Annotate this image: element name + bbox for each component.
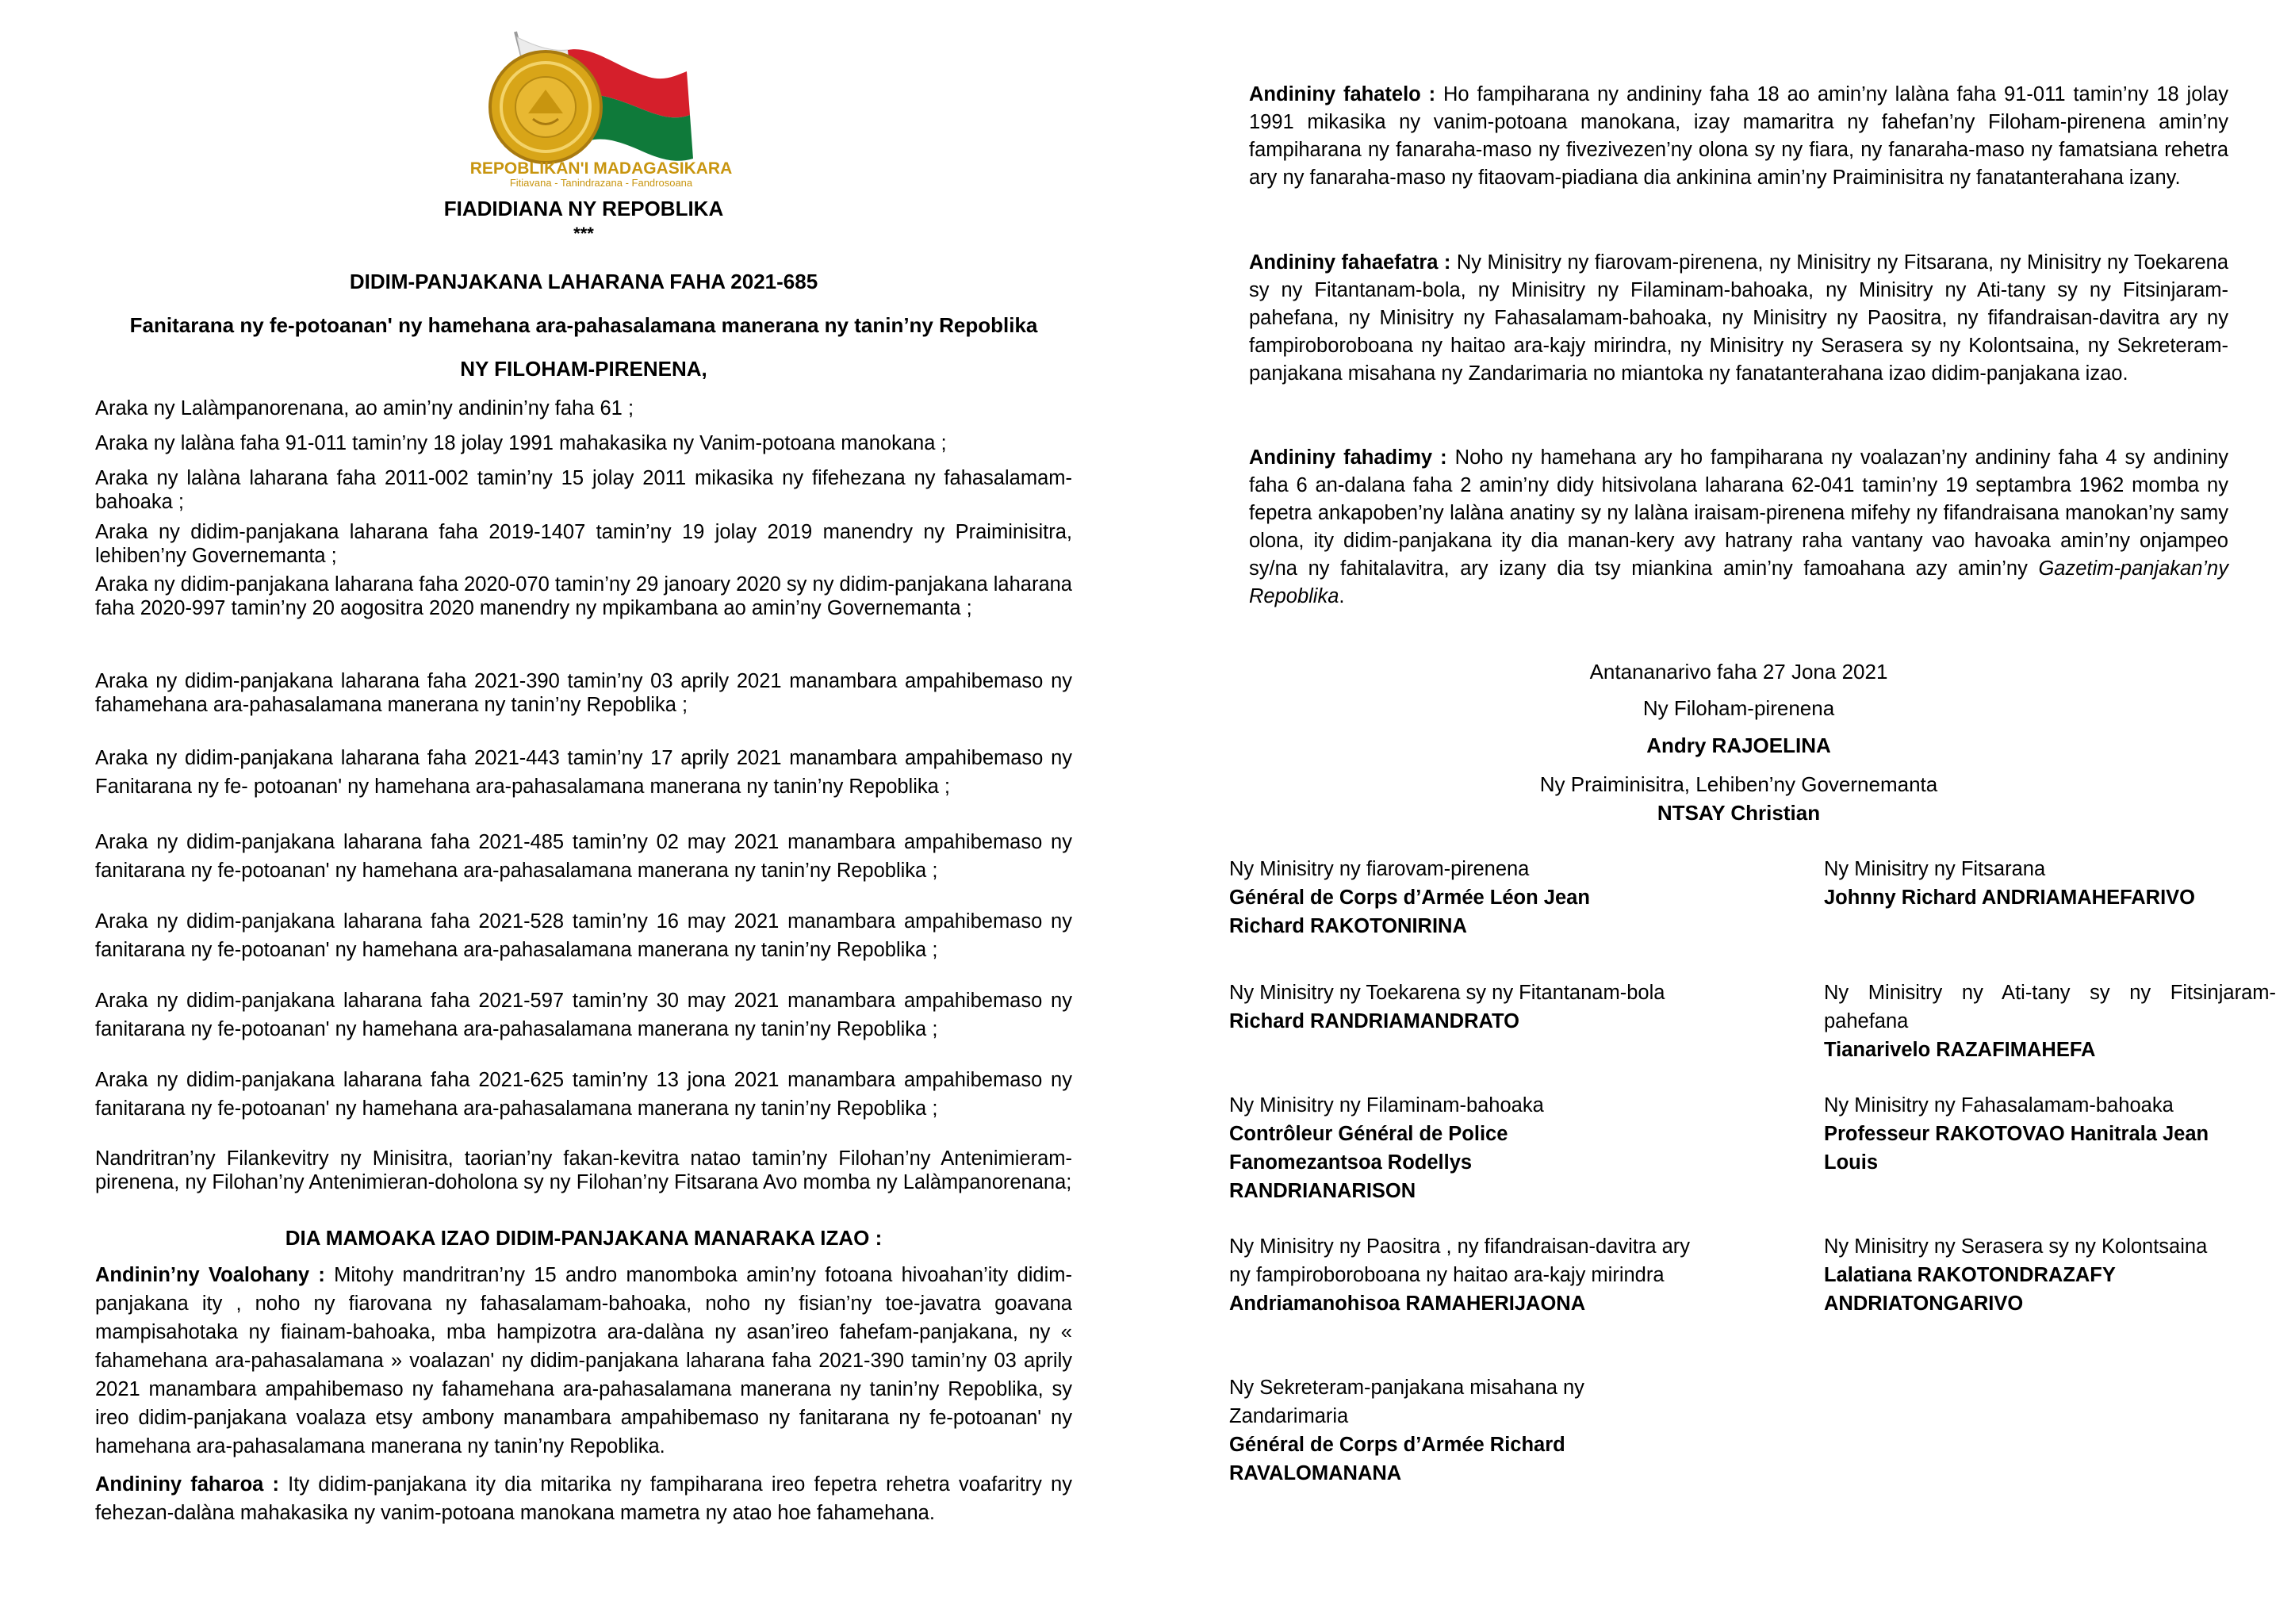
republic-logo — [450, 28, 752, 190]
secretary-gendarmerie: Ny Sekreteram-panjakana misahana ny Zandarimaria Général de Corps d’Armée Richard RAVALOMANANA — [1229, 1377, 1584, 1484]
pm-title: Ny Praiminisitra, Lehiben’ny Governemanta — [1539, 772, 1938, 796]
minister-post: Ny Minisitry ny Paositra , ny fifandraisan-davitra ary ny fampiroboroboana ny haitao ara-kajy mirindra Andriamanohisoa RAMAHERIJAONA — [1229, 1235, 1691, 1315]
visa-1: Araka ny Lalàmpanorenana, ao amin’ny andinin’ny faha 61 ; — [95, 397, 634, 419]
article-3 — [1249, 81, 2228, 192]
article-2 — [95, 1470, 1072, 1527]
article-5-gazette: Gazetim-panjakan’ny Repoblika — [1249, 557, 2228, 607]
article-2-text: Ity didim-panjakana ity dia mitarika ny fampiharana ireo fepetra rehetra voafaritry ny fehezan-dalàna mahakasika ny vanim-potoana manokana mametra ny atao hoe fahamehana. — [95, 1473, 1072, 1524]
visa-9: Araka ny didim-panjakana laharana faha 2021-528 tamin’ny 16 may 2021 manambara ampahibemaso ny fanitarana ny fe-potoanan' ny hamehana ara-pahasalamana manerana ny tanin’ny Repoblika ; — [95, 910, 1072, 961]
article-4 — [1249, 249, 2228, 388]
article-1-label: Andinin’ny Voalohany : — [95, 1264, 325, 1286]
visa-2: Araka ny lalàna faha 91-011 tamin’ny 18 jolay 1991 mahakasika ny Vanim-potoana manokana ; — [95, 432, 947, 454]
visa-11: Araka ny didim-panjakana laharana faha 2021-625 tamin’ny 13 jona 2021 manambara ampahibemaso ny fanitarana ny fe-potoanan' ny hamehana ara-pahasalamana manerana ny tanin’ny Repoblika ; — [95, 1069, 1072, 1120]
visa-10: Araka ny didim-panjakana laharana faha 2021-597 tamin’ny 30 may 2021 manambara ampahibemaso ny fanitarana ny fe-potoanan' ny hamehana ara-pahasalamana manerana ny tanin’ny Repoblika ; — [95, 990, 1072, 1040]
pm-name: NTSAY Christian — [1657, 801, 1821, 825]
article-5 — [1249, 444, 2228, 611]
president-title: Ny Filoham-pirenena — [1642, 696, 1835, 720]
article-5-label: Andininy fahadimy : — [1249, 446, 1447, 469]
presidency-title: FIADIDIANA NY REPOBLIKA — [443, 197, 724, 220]
article-3-text: Ho fampiharana ny andininy faha 18 ao amin’ny lalàna faha 91-011 tamin’ny 18 jolay 1991 mikasika ny vanim-potoana manokana, izay mamaritra ny fahefan’ny Filoham-pirenena amin’ny fampiharana ny fanaraha-maso ny fivezivezen’ny olona sy ny fiara, ny fanaraha-maso ny famatsiana rehetra ary ny fanaraha-maso ny fitaovam-piadiana dia ankinina amin’ny Praiminisitra ny fanatanterahana izany. — [1249, 83, 2228, 189]
left-page — [95, 0, 1072, 1624]
minister-defense: Ny Minisitry ny fiarovam-pirenena Général de Corps d’Armée Léon Jean Richard RAKOTONIRINA — [1229, 858, 1590, 937]
article-1-text: Mitohy mandritran’ny 15 andro manomboka amin’ny fotoana hivoahan’ity didim-panjakana ity , noho ny fiarovana ny fahasalamam-bahoaka, noho ny fisian’ny toe-javatra goavana mampisahotaka ny fiainam-bahoaka, mba hampizotra ara-dalàna ny asan’ireo fahefam-panjakana, ny « fahamehana ara-pahasalamana » voalazan' ny didim-panjakana laharana faha 2021-390 tamin’ny 03 aprily 2021 manambara ampahibemaso ny fahamehana ara-pahasalamana manerana ny tanin’ny Repoblika, sy ireo didim-panjakana voalaza etsy ambony manambara ampahibemaso ny fanitarana ny fe-potoanan' ny hamehana ara-pahasalamana manerana ny tanin’ny Repoblika. — [95, 1264, 1072, 1457]
stars-separator: *** — [573, 224, 594, 243]
visa-5: Araka ny didim-panjakana laharana faha 2020-070 tamin’ny 29 janoary 2020 sy ny didim-panjakana laharana faha 2020-997 tamin’ny 20 aogositra 2020 manendry ny mpikambana ao amin’ny Governemanta ; — [95, 573, 1072, 619]
article-4-text: Ny Minisitry ny fiarovam-pirenena, ny Minisitry ny Fitsarana, ny Minisitry ny Toekarena sy ny Fitantanam-bola, ny Minisitry ny Filaminam-bahoaka, ny Minisitry ny Ati-tany sy ny Fitsinjaram-pahefana, ny Minisitry ny Fahasalamam-bahoaka, ny Minisitry ny Paositra, ny fifandraisan-davitra ary ny fampiroboroboana ny haitao ara-kajy mirindra, ny Minisitry ny Serasera sy ny Kolontsaina, ny Sekreteram-panjakana misahana ny Zandarimaria no miantoka ny fanatanterahana izao didim-panjakana izao. — [1249, 251, 2229, 385]
article-1 — [95, 1261, 1072, 1461]
article-3-label: Andininy fahatelo : — [1249, 83, 1436, 105]
president-name: Andry RAJOELINA — [1646, 733, 1831, 757]
article-5-text: Noho ny hamehana ary ho fampiharana ny voalazan’ny andininy faha 4 sy andininy faha 6 an-dalana faha 2 amin’ny didy hitsivolana laharana 62-041 tamin’ny 19 septambra 1962 momba ny fepetra ankapoben’ny lalàna anatiny sy ny lalàna iraisam-pirenena mifehy ny fifandraisana manokan’ny samy olona, ity didim-panjakana ity dia manan-kery avy hatrany raha vantany vao havoaka amin’ny onjampeo sy/na ny fahitalavitra, ary izany dia tsy miankina amin’ny famoahana azy amin’ny — [1249, 446, 2229, 580]
minister-communication: Ny Minisitry ny Serasera sy ny Kolontsaina Lalatiana RAKOTONDRAZAFY ANDRIATONGARIVO — [1824, 1235, 2208, 1315]
minister-health: Ny Minisitry ny Fahasalamam-bahoaka Professeur RAKOTOVAO Hanitrala Jean Louis — [1824, 1094, 2209, 1174]
minister-security: Ny Minisitry ny Filaminam-bahoaka Contrôleur Général de Police Fanomezantsoa Rodellys RANDRIANARISON — [1229, 1094, 1544, 1202]
minister-justice: Ny Minisitry ny Fitsarana Johnny Richard ANDRIAMAHEFARIVO — [1824, 858, 2196, 909]
visa-12: Nandritran’ny Filankevitry ny Minisitra, taorian’ny fakan-kevitra natao tamin’ny Filohan’ny Antenimieram-pirenena, ny Filohan’ny Antenimieran-doholona sy ny Filohan’ny Fitsarana Avo momba ny Lalàmpanorenana; — [95, 1147, 1072, 1193]
right-page — [1229, 0, 2276, 1624]
visa-7: Araka ny didim-panjakana laharana faha 2021-443 tamin’ny 17 aprily 2021 manambara ampahibemaso ny Fanitarana ny fe- potoanan' ny hamehana ara-pahasalamana manerana ny tanin’ny Repoblika ; — [95, 747, 1072, 798]
visa-6: Araka ny didim-panjakana laharana faha 2021-390 tamin’ny 03 aprily 2021 manambara ampahibemaso ny fahamehana ara-pahasalamana manerana ny tanin’ny Repoblika ; — [95, 670, 1072, 716]
logo-caption: REPOBLIKAN'I MADAGASIKARA — [469, 159, 733, 178]
place-date: Antananarivo faha 27 Jona 2021 — [1589, 660, 1888, 684]
logo-motto: Fitiavana - Tanindrazana - Fandrosoana — [509, 177, 693, 189]
decrees-heading: DIA MAMOAKA IZAO DIDIM-PANJAKANA MANARAKA IZAO : — [285, 1226, 883, 1250]
minister-economy: Ny Minisitry ny Toekarena sy ny Fitantanam-bola Richard RANDRIAMANDRATO — [1229, 982, 1665, 1032]
decree-title: DIDIM-PANJAKANA LAHARANA FAHA 2021-685 — [349, 270, 818, 293]
visa-4: Araka ny didim-panjakana laharana faha 2019-1407 tamin’ny 19 jolay 2019 manendry ny Praiminisitra, lehiben’ny Governemanta ; — [95, 521, 1072, 567]
decree-subject: Fanitarana ny fe-potoanan' ny hamehana ara-pahasalamana manerana ny tanin’ny Repoblika — [129, 313, 1038, 337]
minister-territory: Ny Minisitry ny Ati-tany sy ny Fitsinjaram-pahefana Tianarivelo RAZAFIMAHEFA — [1824, 982, 2276, 1061]
article-4-label: Andininy fahaefatra : — [1249, 251, 1451, 274]
article-2-label: Andininy faharoa : — [95, 1473, 280, 1496]
issuer: NY FILOHAM-PIRENENA, — [460, 357, 707, 381]
visa-3: Araka ny lalàna laharana faha 2011-002 tamin’ny 15 jolay 2011 mikasika ny fifehezana ny fahasalamam-bahoaka ; — [95, 467, 1072, 513]
visa-8: Araka ny didim-panjakana laharana faha 2021-485 tamin’ny 02 may 2021 manambara ampahibemaso ny fanitarana ny fe-potoanan' ny hamehana ara-pahasalamana manerana ny tanin’ny Repoblika ; — [95, 831, 1072, 882]
article-5-end: . — [1339, 585, 1345, 607]
seal-and-flag-icon — [450, 28, 752, 190]
